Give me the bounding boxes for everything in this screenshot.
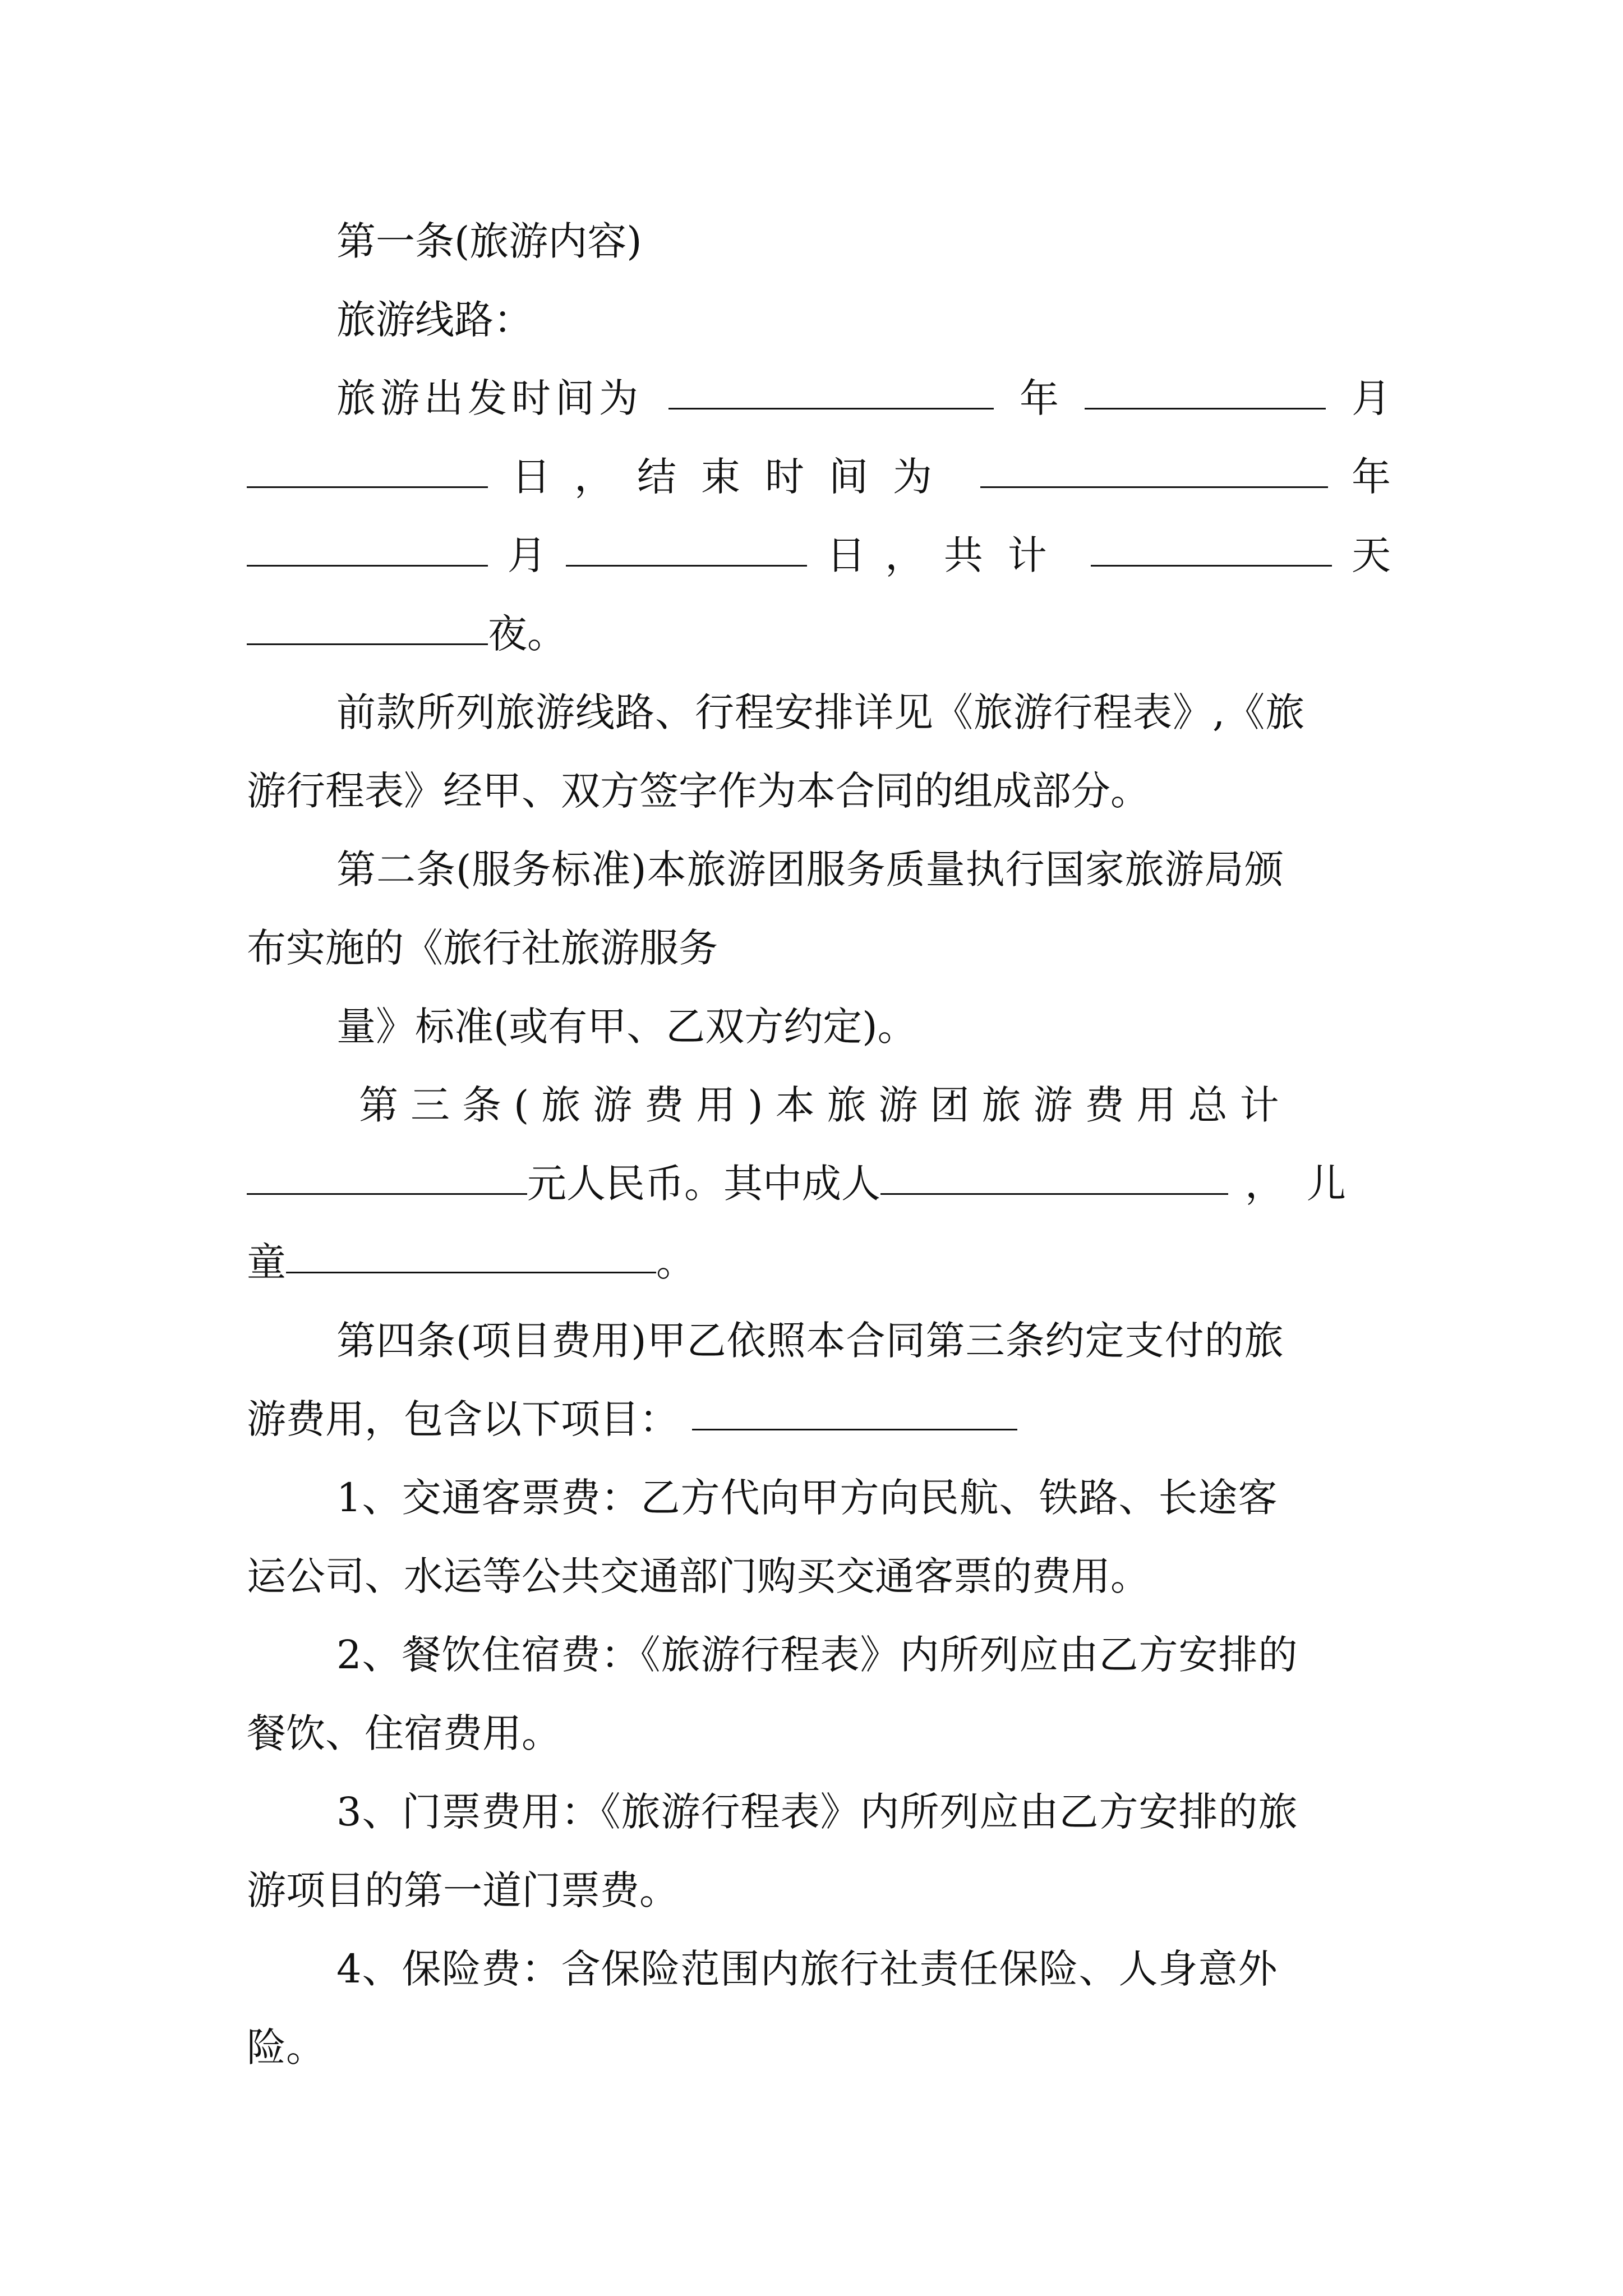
blank-end-day[interactable] [566,564,807,567]
blank-depart-year[interactable] [668,407,994,409]
fee-line [247,1144,1391,1223]
child-fee-line [247,1223,1391,1301]
nights-label: 夜。 [488,611,566,657]
comma: ， [574,454,614,500]
item4-line2: 险。 [247,2024,325,2070]
article1-heading: 第一条(旅游内容) [336,218,642,264]
end-time-line [247,438,1391,516]
day-label: 日 [511,454,551,500]
blank-depart-day[interactable] [247,486,488,488]
item3-line2: 游项目的第一道门票费。 [247,1867,679,1913]
article2-line2: 布实施的《旅行社旅游服务 [247,925,718,971]
child-comma: ，儿 [1245,1161,1368,1207]
blank-days[interactable] [1091,564,1332,567]
end-label: 结束时间为 [637,454,957,500]
article4-line1: 第四条(项目费用)甲乙依照本合同第三条约定支付的旅 [336,1318,1284,1364]
blank-end-year[interactable] [980,486,1328,488]
blank-items[interactable] [692,1428,1017,1430]
article3-line1: 第三条(旅游费用)本旅游团旅游费用总计 [359,1082,1292,1128]
article4-items-label: 游费用，包含以下项目： [247,1396,679,1442]
month-label: 月 [1352,375,1391,421]
days-label: 天 [1351,532,1391,578]
route-label: 旅游线路： [336,297,533,343]
itinerary-note-line1: 前款所列旅游线路、行程安排详见《旅游行程表》,《旅 [336,689,1306,735]
item3-line1: 3、门票费用：《旅游行程表》内所列应由乙方安排的旅 [336,1789,1298,1835]
item4-line1: 4、保险费：含保险范围内旅行社责任保险、人身意外 [336,1946,1278,1992]
item2-line1: 2、餐饮住宿费：《旅游行程表》内所列应由乙方安排的 [336,1632,1298,1678]
period: 。 [656,1239,695,1285]
comma: ， [885,532,925,578]
item2-line2: 餐饮、住宿费用。 [247,1710,561,1756]
total-label: 共计 [943,532,1072,578]
item1-line2: 运公司、水运等公共交通部门购买交通客票的费用。 [247,1553,1150,1599]
depart-label: 旅游出发时间为 [336,375,643,421]
blank-nights[interactable] [247,643,488,645]
nights-line [247,595,1391,673]
article2-line1: 第二条(服务标准)本旅游团服务质量执行国家旅游局颁 [336,846,1284,892]
day-label: 日 [826,532,866,578]
article2-line3: 量》标准(或有甲、乙双方约定)。 [336,1004,917,1050]
year-label: 年 [1352,454,1391,500]
month-label: 月 [507,532,547,578]
item1-line1: 1、交通客票费：乙方代向甲方向民航、铁路、长途客 [336,1475,1278,1521]
child-label: 童 [247,1239,286,1285]
departure-line [336,359,1391,438]
blank-child-fee[interactable] [286,1271,656,1273]
year-label: 年 [1020,375,1059,421]
blank-adult-fee[interactable] [880,1193,1228,1195]
blank-depart-month[interactable] [1085,407,1326,409]
total-days-line [247,516,1391,595]
article4-line2 [247,1380,1391,1458]
blank-total-fee[interactable] [247,1193,527,1195]
blank-end-month[interactable] [247,564,488,567]
rmb-label: 元人民币。其中成人 [527,1161,880,1207]
itinerary-note-line2: 游行程表》经甲、双方签字作为本合同的组成部分。 [247,768,1150,814]
